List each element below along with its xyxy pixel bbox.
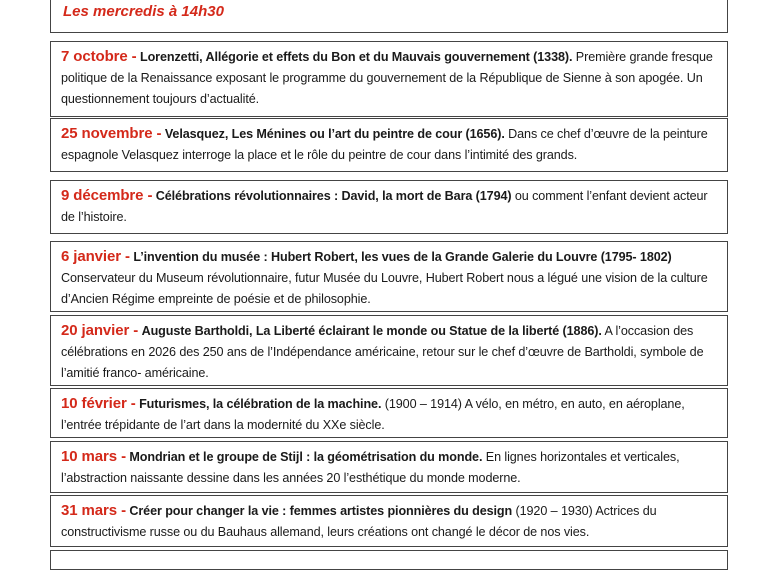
lecture-entry <box>50 315 728 386</box>
lecture-date: 25 novembre - <box>61 125 162 142</box>
lecture-title: Futurismes, la célébration de la machine. <box>139 397 382 411</box>
lecture-entry <box>50 241 728 312</box>
lecture-date: 20 janvier - <box>61 322 139 339</box>
lecture-description: Dans ce chef d’œuvre de la peinture espagnole Velasquez interroge la place et le rôle du peintre de cour dans l’intimité des grands. <box>61 127 708 162</box>
lecture-date: 10 février - <box>61 395 136 412</box>
lecture-description: (1900 – 1914) A vélo, en métro, en auto, en aéroplane, l’entrée trépidante de l’art dans la modernité du XXe siècle. <box>61 397 685 432</box>
lecture-title: Velasquez, Les Ménines ou l’art du peintre de cour (1656). <box>164 127 505 141</box>
lecture-description: A l’occasion des célébrations en 2026 des 250 ans de l’Indépendance américaine, retour sur le chef d’œuvre de Bartholdi, symbole de l’amitié franco- américaine. <box>61 324 704 380</box>
lecture-date: 31 mars - <box>61 502 126 519</box>
lecture-description: En lignes horizontales et verticales, l’abstraction naissante dessine dans les années 20 l’esthétique du monde moderne. <box>61 450 680 485</box>
lecture-entry <box>50 180 728 234</box>
lecture-entry-partial <box>50 550 728 570</box>
lecture-entry <box>50 388 728 438</box>
lecture-entry <box>50 118 728 172</box>
schedule-text: Les mercredis à 14h30 <box>63 3 224 20</box>
lecture-description: Conservateur du Museum révolutionnaire, futur Musée du Louvre, Hubert Robert nous a légué une vision de la culture d’Ancien Régime empreinte de poésie et de philosophie. <box>61 271 708 306</box>
lecture-title: Auguste Bartholdi, La Liberté éclairant le monde ou Statue de la liberté (1886). <box>141 324 602 338</box>
lecture-date: 7 octobre - <box>61 48 137 65</box>
lecture-description: ou comment l’enfant devient acteur de l’histoire. <box>61 189 708 224</box>
lecture-entry <box>50 441 728 493</box>
lecture-title: Créer pour changer la vie : femmes artistes pionnières du design <box>129 504 513 518</box>
lecture-title: L’invention du musée : Hubert Robert, les vues de la Grande Galerie du Louvre (1795- 1802) <box>133 250 672 264</box>
lecture-date: 6 janvier - <box>61 248 130 265</box>
lecture-date: 10 mars - <box>61 448 126 465</box>
lecture-date: 9 décembre - <box>61 187 153 204</box>
lecture-description: Première grande fresque politique de la Renaissance exposant le programme du gouvernement de la République de Sienne à son apogée. Un questionnement toujours d’actualité. <box>61 50 713 106</box>
lecture-title: Mondrian et le groupe de Stijl : la géométrisation du monde. <box>129 450 483 464</box>
lecture-entry <box>50 41 728 117</box>
lecture-title: Célébrations révolutionnaires : David, la mort de Bara (1794) <box>155 189 512 203</box>
lecture-entry <box>50 495 728 547</box>
lecture-title: Lorenzetti, Allégorie et effets du Bon et du Mauvais gouvernement (1338). <box>139 50 573 64</box>
program-document <box>50 0 728 560</box>
lecture-description: (1920 – 1930) Actrices du constructivisme russe ou du Bauhaus allemand, leurs créations ont changé le décor de nos vies. <box>61 504 657 539</box>
schedule-header <box>50 0 728 33</box>
